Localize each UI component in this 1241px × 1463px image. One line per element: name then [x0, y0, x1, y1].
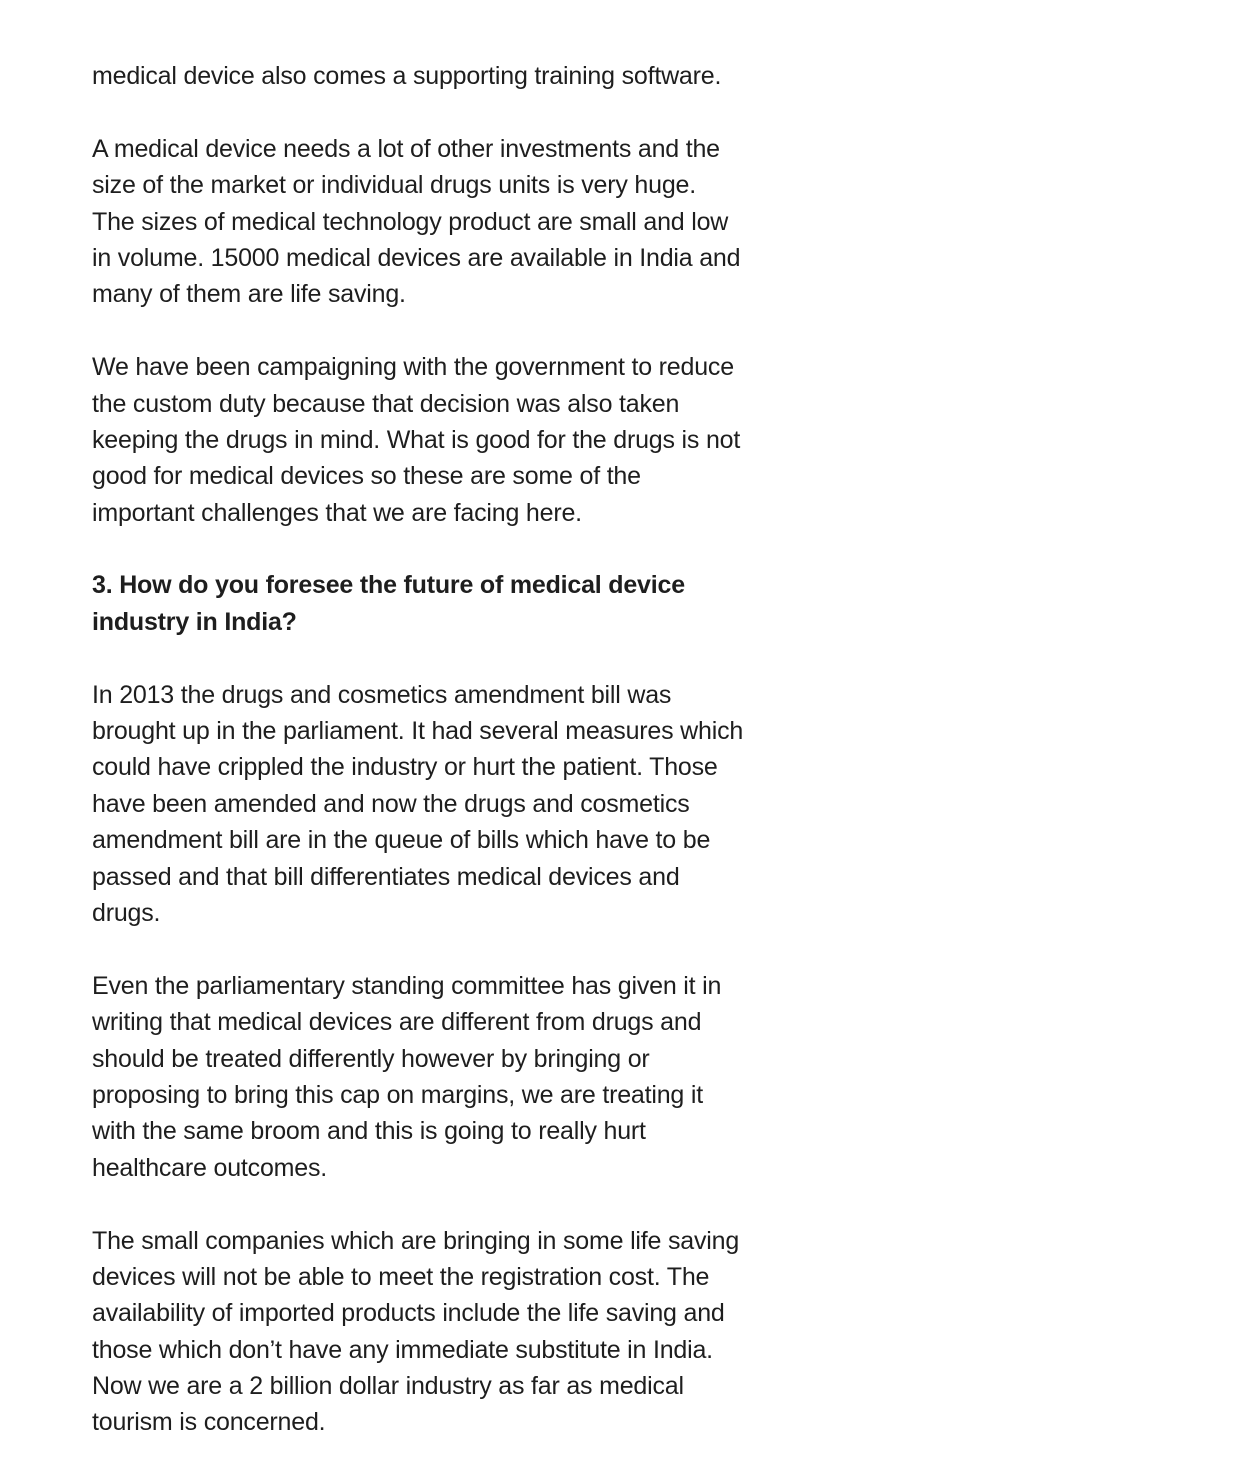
question-line: industry in India? — [92, 607, 297, 636]
paragraph-gap — [92, 94, 812, 130]
text-line: tourism is concerned. — [92, 1408, 326, 1437]
text-line: medical device also comes a supporting training software. — [92, 62, 722, 90]
text-line: could have crippled the industry or hurt the patient. Those — [92, 753, 718, 782]
paragraph-standing-committee — [92, 968, 812, 1186]
text-line: have been amended and now the drugs and cosmetics — [92, 789, 690, 818]
text-line: A medical device needs a lot of other investments and the — [92, 134, 720, 163]
text-line: availability of imported products include the life saving and — [92, 1299, 725, 1328]
text-line: the custom duty because that decision was also taken — [92, 389, 680, 418]
text-line: size of the market or individual drugs units is very huge. — [92, 171, 696, 200]
text-line: We have been campaigning with the government to reduce — [92, 353, 734, 382]
text-line: brought up in the parliament. It had several measures which — [92, 717, 744, 746]
text-line: devices will not be able to meet the registration cost. The — [92, 1262, 710, 1291]
text-line: amendment bill are in the queue of bills which have to be — [92, 826, 711, 855]
paragraph-continuation — [92, 58, 812, 94]
text-line: many of them are life saving. — [92, 280, 406, 309]
question-line: 3. How do you foresee the future of medical device — [92, 571, 685, 600]
paragraph-investments — [92, 131, 812, 313]
paragraph-custom-duty — [92, 349, 812, 531]
text-line: healthcare outcomes. — [92, 1153, 328, 1182]
text-line: keeping the drugs in mind. What is good for the drugs is not — [92, 425, 741, 454]
text-line: In 2013 the drugs and cosmetics amendment bill was — [92, 680, 672, 709]
text-line: with the same broom and this is going to really hurt — [92, 1117, 646, 1146]
paragraph-gap — [92, 931, 812, 967]
paragraph-gap — [92, 640, 812, 676]
text-line: Now we are a 2 billion dollar industry as far as medical — [92, 1372, 684, 1401]
paragraph-gap — [92, 531, 812, 567]
paragraph-gap — [92, 313, 812, 349]
text-line: Even the parliamentary standing committee has given it in — [92, 971, 722, 1000]
paragraph-small-companies — [92, 1223, 812, 1441]
text-line: in volume. 15000 medical devices are available in India and — [92, 243, 741, 272]
text-line: writing that medical devices are different from drugs and — [92, 1008, 702, 1037]
text-line: The small companies which are bringing in some life saving — [92, 1226, 740, 1255]
text-line: passed and that bill differentiates medical devices and — [92, 862, 680, 891]
text-line: The sizes of medical technology product are small and low — [92, 207, 729, 236]
document-page — [92, 58, 812, 1441]
text-line: important challenges that we are facing here. — [92, 498, 582, 527]
text-line: should be treated differently however by bringing or — [92, 1044, 650, 1073]
text-line: drugs. — [92, 898, 161, 927]
text-line: proposing to bring this cap on margins, we are treating it — [92, 1080, 703, 1109]
paragraph-amendment-bill — [92, 677, 812, 932]
question-heading — [92, 567, 812, 640]
paragraph-gap — [92, 1186, 812, 1222]
text-line: good for medical devices so these are some of the — [92, 462, 641, 491]
text-line: those which don’t have any immediate substitute in India. — [92, 1335, 713, 1364]
